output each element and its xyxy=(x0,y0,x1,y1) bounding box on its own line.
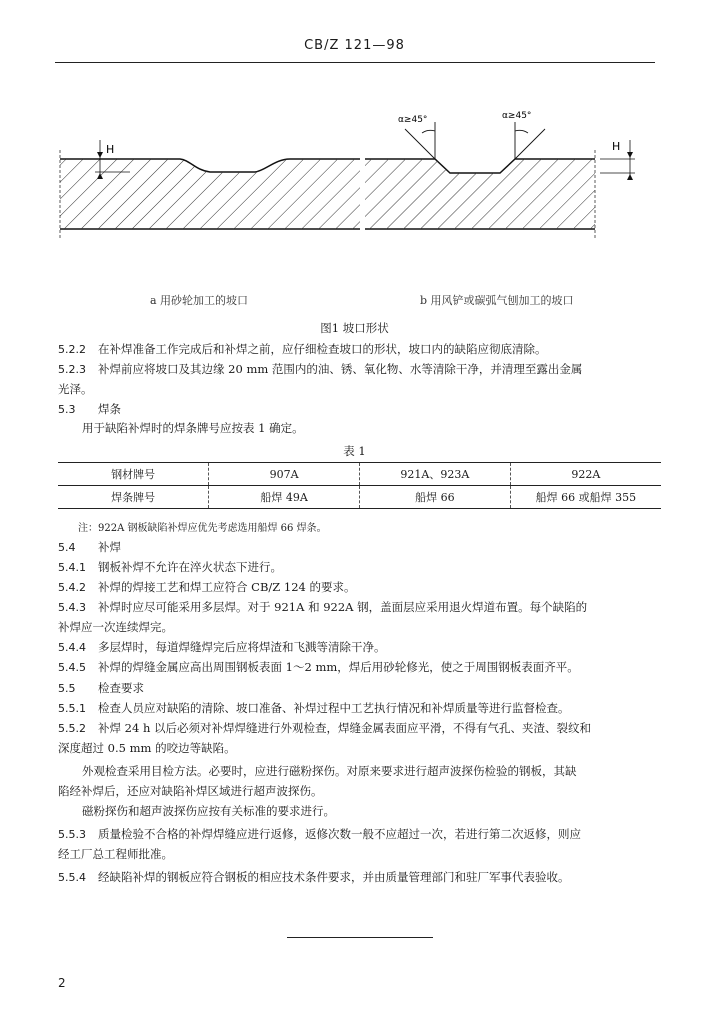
clause-number: 5.2.3 xyxy=(58,363,86,376)
clause-text: 补焊前应将坡口及其边缘 20 mm 范围内的油、锈、氧化物、水等清除干净，并清理至露出金属 xyxy=(98,362,583,376)
clause-text: 检查人员应对缺陷的清除、坡口准备、补焊过程中工艺执行情况和补焊质量等进行监督检查。 xyxy=(98,701,570,715)
clause-text: 补焊时应尽可能采用多层焊。对于 921A 和 922A 钢，盖面层应采用退火焊道布置。每个缺陷的 xyxy=(98,600,588,614)
clause-text: 补焊的焊接工艺和焊工应符合 CB/Z 124 的要求。 xyxy=(98,580,356,594)
clause-number: 5.4.1 xyxy=(58,561,86,574)
section-5-5-heading xyxy=(58,680,663,697)
para-5-3: 用于缺陷补焊时的焊条牌号应按表 1 确定。 xyxy=(82,421,304,435)
clause-number: 5.5.2 xyxy=(58,722,86,735)
para-5-5-2-standards: 磁粉探伤和超声波探伤应按有关标准的要求进行。 xyxy=(82,804,335,818)
para-5-2-3-cont: 光泽。 xyxy=(58,382,93,396)
plate-b xyxy=(365,122,635,240)
table-cell: 907A xyxy=(209,463,360,486)
footer-rule xyxy=(287,937,433,938)
angle-label-left: α≥45° xyxy=(398,115,428,125)
section-title: 检查要求 xyxy=(98,681,144,695)
clause-text: 补焊的焊缝金属应高出周围钢板表面 1～2 mm，焊后用砂轮修光，使之于周围钢板表面齐平。 xyxy=(98,660,579,674)
table-cell: 船焊 66 或船焊 355 xyxy=(510,486,661,509)
clause-text: 多层焊时，每道焊缝焊完后应将焊渣和飞溅等清除干净。 xyxy=(98,640,386,654)
para-5-5-1 xyxy=(58,700,663,717)
clause-text: 质量检验不合格的补焊焊缝应进行返修，返修次数一般不应超过一次，若进行第二次返修，则应 xyxy=(98,827,581,841)
para-5-5-2-cont: 深度超过 0.5 mm 的咬边等缺陷。 xyxy=(58,741,236,755)
para-5-5-3-cont: 经工厂总工程师批准。 xyxy=(58,847,173,861)
header-rule xyxy=(55,62,655,63)
groove-figure xyxy=(40,100,660,250)
clause-number: 5.2.2 xyxy=(58,343,86,356)
table-cell: 922A xyxy=(510,463,661,486)
clause-text: 经缺陷补焊的钢板应符合钢板的相应技术条件要求，并由质量管理部门和驻厂军事代表验收。 xyxy=(98,870,570,884)
para-5-2-3 xyxy=(58,361,663,378)
figure-caption-b: b 用风铲或碳弧气刨加工的坡口 xyxy=(420,294,574,307)
table-cell: 船焊 66 xyxy=(360,486,511,509)
clause-number: 5.4.2 xyxy=(58,581,86,594)
label-h-left: H xyxy=(106,143,115,156)
clause-number: 5.4.5 xyxy=(58,661,86,674)
electrode-table xyxy=(58,462,661,509)
table-title: 表 1 xyxy=(343,444,366,458)
plate-a xyxy=(60,140,360,240)
para-5-4-3 xyxy=(58,599,663,616)
para-5-5-2 xyxy=(58,720,663,737)
table-cell: 焊条牌号 xyxy=(58,486,209,509)
para-5-4-4 xyxy=(58,639,663,656)
para-5-4-5 xyxy=(58,659,663,676)
section-title: 补焊 xyxy=(98,540,121,554)
table-cell: 船焊 49A xyxy=(209,486,360,509)
table-note: 注：922A 钢板缺陷补焊应优先考虑选用船焊 66 焊条。 xyxy=(78,523,327,534)
para-5-5-3 xyxy=(58,826,663,843)
clause-number: 5.5.4 xyxy=(58,871,86,884)
table-cell: 921A、923A xyxy=(360,463,511,486)
para-5-4-2 xyxy=(58,579,663,596)
para-5-2-2 xyxy=(58,341,663,358)
section-5-4-heading xyxy=(58,539,663,556)
figure-caption-a: a 用砂轮加工的坡口 xyxy=(150,294,249,307)
para-5-5-2-visual-cont: 陷经补焊后，还应对缺陷补焊区域进行超声波探伤。 xyxy=(58,784,323,798)
clause-text: 钢板补焊不允许在淬火状态下进行。 xyxy=(98,560,282,574)
section-5-3-heading xyxy=(58,401,663,418)
para-5-5-4 xyxy=(58,869,663,886)
figure-title: 图1 坡口形状 xyxy=(320,321,389,335)
table-row xyxy=(58,486,661,509)
table-cell: 钢材牌号 xyxy=(58,463,209,486)
clause-text: 在补焊准备工作完成后和补焊之前，应仔细检查坡口的形状，坡口内的缺陷应彻底清除。 xyxy=(98,342,547,356)
section-number: 5.3 xyxy=(58,403,76,416)
clause-text: 补焊 24 h 以后必须对补焊焊缝进行外观检查，焊缝金属表面应平滑，不得有气孔、夹渣、裂纹和 xyxy=(98,721,592,735)
clause-number: 5.5.3 xyxy=(58,828,86,841)
page-header: CB/Z 121—98 xyxy=(304,38,405,53)
section-number: 5.4 xyxy=(58,541,76,554)
table-header-row xyxy=(58,463,661,486)
section-title: 焊条 xyxy=(98,402,121,416)
clause-number: 5.4.4 xyxy=(58,641,86,654)
label-h-right: H xyxy=(612,140,621,153)
clause-number: 5.5.1 xyxy=(58,702,86,715)
page-number: 2 xyxy=(58,976,66,990)
para-5-4-3-cont: 补焊应一次连续焊完。 xyxy=(58,620,173,634)
angle-label-right: α≥45° xyxy=(502,111,532,121)
clause-number: 5.4.3 xyxy=(58,601,86,614)
section-number: 5.5 xyxy=(58,682,76,695)
para-5-5-2-visual: 外观检查采用目检方法。必要时，应进行磁粉探伤。对原来要求进行超声波探伤检验的钢板，其缺 xyxy=(82,764,577,778)
para-5-4-1 xyxy=(58,559,663,576)
